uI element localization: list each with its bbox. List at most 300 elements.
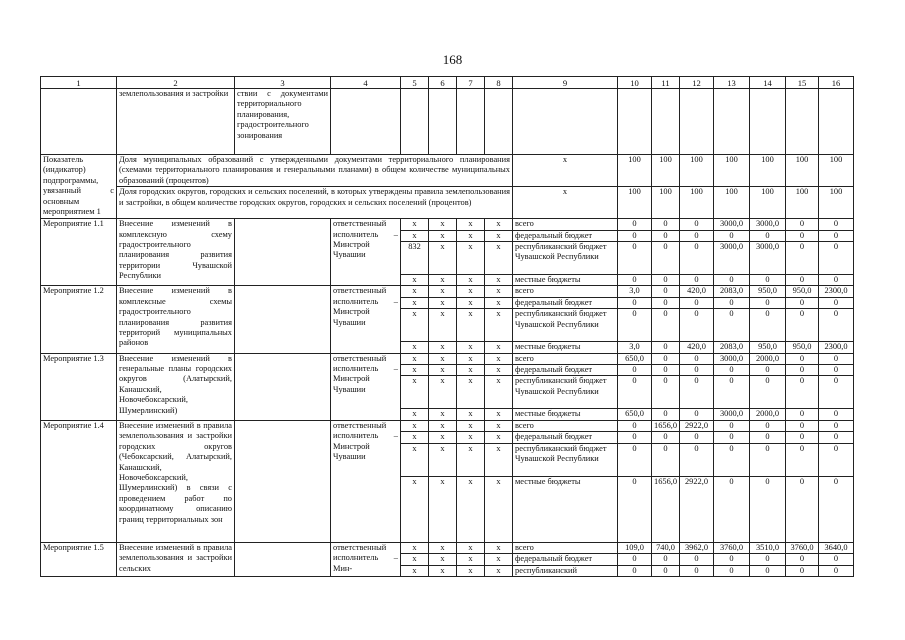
amount-cell: 0 bbox=[750, 297, 786, 308]
code-cell: х bbox=[485, 275, 513, 286]
amount-cell: 0 bbox=[714, 365, 750, 376]
measure-description: Внесение изменений в комплексную схему градостроительного планирования развития территории Чувашской Республики bbox=[117, 219, 235, 286]
empty-cell bbox=[652, 89, 680, 155]
funding-source: федеральный бюджет bbox=[513, 432, 618, 443]
column-number: 7 bbox=[457, 77, 485, 89]
code-cell: х bbox=[457, 353, 485, 364]
code-cell: х bbox=[485, 219, 513, 230]
indicator-mark: х bbox=[513, 187, 618, 219]
measure-description: Внесение изменений в комплексные схемы градостроительного планирования развития территорий муниципальных районов bbox=[117, 286, 235, 353]
empty-cell bbox=[235, 286, 331, 353]
amount-cell: 0 bbox=[819, 476, 854, 542]
funding-source: федеральный бюджет bbox=[513, 554, 618, 565]
empty-cell bbox=[41, 89, 117, 155]
indicator-value: 100 bbox=[652, 155, 680, 187]
funding-source: республиканский бюджет Чувашской Республики bbox=[513, 443, 618, 476]
amount-cell: 0 bbox=[652, 432, 680, 443]
funding-source: всего bbox=[513, 542, 618, 553]
amount-cell: 0 bbox=[819, 242, 854, 275]
funding-source: всего bbox=[513, 219, 618, 230]
empty-cell bbox=[235, 353, 331, 420]
amount-cell: 0 bbox=[652, 409, 680, 420]
code-cell: х bbox=[401, 420, 429, 431]
measure-name: Мероприятие 1.5 bbox=[41, 542, 117, 576]
code-cell: х bbox=[457, 365, 485, 376]
code-cell: х bbox=[485, 432, 513, 443]
amount-cell: 3640,0 bbox=[819, 542, 854, 553]
amount-cell: 0 bbox=[680, 353, 714, 364]
amount-cell: 0 bbox=[680, 554, 714, 565]
code-cell: х bbox=[429, 309, 457, 342]
code-cell: х bbox=[485, 409, 513, 420]
funding-source: всего bbox=[513, 420, 618, 431]
code-cell: х bbox=[485, 565, 513, 576]
indicator-value: 100 bbox=[618, 187, 652, 219]
code-cell: х bbox=[429, 242, 457, 275]
measure-row bbox=[41, 353, 854, 364]
column-number-row bbox=[41, 77, 854, 89]
column-number: 16 bbox=[819, 77, 854, 89]
funding-source: республиканский бюджет Чувашской Республики bbox=[513, 242, 618, 275]
amount-cell: 0 bbox=[680, 275, 714, 286]
code-cell: х bbox=[457, 420, 485, 431]
code-cell: х bbox=[401, 309, 429, 342]
code-cell: х bbox=[429, 432, 457, 443]
amount-cell: 0 bbox=[652, 443, 680, 476]
code-cell: х bbox=[429, 554, 457, 565]
amount-cell: 3000,0 bbox=[714, 242, 750, 275]
amount-cell: 0 bbox=[819, 230, 854, 241]
amount-cell: 0 bbox=[652, 275, 680, 286]
amount-cell: 0 bbox=[750, 432, 786, 443]
code-cell: х bbox=[457, 542, 485, 553]
amount-cell: 650,0 bbox=[618, 353, 652, 364]
code-cell: х bbox=[457, 286, 485, 297]
amount-cell: 0 bbox=[680, 242, 714, 275]
code-cell: х bbox=[401, 342, 429, 353]
code-cell: х bbox=[485, 420, 513, 431]
measure-row bbox=[41, 420, 854, 431]
code-cell: х bbox=[485, 376, 513, 409]
budget-table bbox=[40, 76, 854, 577]
amount-cell: 0 bbox=[786, 443, 819, 476]
amount-cell: 650,0 bbox=[618, 409, 652, 420]
funding-source: республиканский bbox=[513, 565, 618, 576]
measure-description: Внесение изменений в правила землепользования и застройки городских округов (Чебоксарский, Алатырский, Канашский, Новочебоксарский, Шумерлинский) в связи с проведением работ по координатному описанию границ территориальных зон bbox=[117, 420, 235, 542]
funding-source: федеральный бюджет bbox=[513, 365, 618, 376]
amount-cell: 0 bbox=[618, 443, 652, 476]
funding-source: республиканский бюджет Чувашской Республики bbox=[513, 376, 618, 409]
amount-cell: 0 bbox=[714, 443, 750, 476]
code-cell: х bbox=[429, 219, 457, 230]
code-cell: х bbox=[457, 443, 485, 476]
code-cell: х bbox=[485, 443, 513, 476]
amount-cell: 950,0 bbox=[750, 286, 786, 297]
amount-cell: 3760,0 bbox=[786, 542, 819, 553]
indicator-value: 100 bbox=[750, 155, 786, 187]
amount-cell: 0 bbox=[680, 376, 714, 409]
empty-cell bbox=[331, 89, 401, 155]
page-number: 168 bbox=[442, 52, 463, 67]
measure-executor: ответственный исполнитель – Минстрой Чувашии bbox=[331, 353, 401, 420]
measure-name: Мероприятие 1.3 bbox=[41, 353, 117, 420]
amount-cell: 3000,0 bbox=[750, 242, 786, 275]
amount-cell: 0 bbox=[786, 219, 819, 230]
amount-cell: 0 bbox=[680, 565, 714, 576]
amount-cell: 2083,0 bbox=[714, 342, 750, 353]
code-cell: х bbox=[429, 376, 457, 409]
code-cell: х bbox=[401, 565, 429, 576]
measure-description: Внесение изменений в генеральные планы городских округов (Алатырский, Канашский, Новочебоксарский, Шумерлинский) bbox=[117, 353, 235, 420]
code-cell: х bbox=[429, 420, 457, 431]
code-cell: х bbox=[429, 275, 457, 286]
amount-cell: 0 bbox=[652, 342, 680, 353]
code-cell: х bbox=[457, 554, 485, 565]
measure-executor: ответственный исполнитель – Минстрой Чувашии bbox=[331, 420, 401, 542]
code-cell: х bbox=[401, 286, 429, 297]
code-cell: х bbox=[429, 476, 457, 542]
amount-cell: 0 bbox=[786, 409, 819, 420]
amount-cell: 950,0 bbox=[786, 342, 819, 353]
amount-cell: 0 bbox=[618, 297, 652, 308]
amount-cell: 0 bbox=[786, 242, 819, 275]
amount-cell: 0 bbox=[786, 365, 819, 376]
code-cell: х bbox=[457, 230, 485, 241]
amount-cell: 3962,0 bbox=[680, 542, 714, 553]
amount-cell: 0 bbox=[652, 353, 680, 364]
code-cell: х bbox=[401, 376, 429, 409]
amount-cell: 0 bbox=[618, 376, 652, 409]
amount-cell: 2083,0 bbox=[714, 286, 750, 297]
amount-cell: 0 bbox=[750, 365, 786, 376]
funding-source: местные бюджеты bbox=[513, 342, 618, 353]
amount-cell: 0 bbox=[750, 565, 786, 576]
amount-cell: 0 bbox=[750, 443, 786, 476]
amount-cell: 0 bbox=[680, 219, 714, 230]
amount-cell: 0 bbox=[750, 554, 786, 565]
column-number: 12 bbox=[680, 77, 714, 89]
column-number: 1 bbox=[41, 77, 117, 89]
code-cell: х bbox=[485, 309, 513, 342]
amount-cell: 0 bbox=[786, 476, 819, 542]
amount-cell: 0 bbox=[714, 275, 750, 286]
cont-description: землепользования и застройки bbox=[117, 89, 235, 155]
column-number: 9 bbox=[513, 77, 618, 89]
amount-cell: 0 bbox=[714, 230, 750, 241]
amount-cell: 2922,0 bbox=[680, 476, 714, 542]
code-cell: х bbox=[485, 554, 513, 565]
amount-cell: 0 bbox=[786, 565, 819, 576]
amount-cell: 0 bbox=[819, 554, 854, 565]
empty-cell bbox=[750, 89, 786, 155]
amount-cell: 1656,0 bbox=[652, 420, 680, 431]
indicator-text: Доля муниципальных образований с утвержденными документами территориального планирования (схемами территориального планирования и генеральными планами) в общем количестве муниципальных образований (процентов) bbox=[117, 155, 513, 187]
indicator-value: 100 bbox=[786, 155, 819, 187]
empty-cell bbox=[235, 542, 331, 576]
amount-cell: 0 bbox=[714, 420, 750, 431]
funding-source: местные бюджеты bbox=[513, 275, 618, 286]
amount-cell: 0 bbox=[819, 353, 854, 364]
amount-cell: 3760,0 bbox=[714, 542, 750, 553]
amount-cell: 0 bbox=[652, 219, 680, 230]
column-number: 13 bbox=[714, 77, 750, 89]
amount-cell: 0 bbox=[819, 309, 854, 342]
empty-cell bbox=[235, 219, 331, 286]
amount-cell: 2000,0 bbox=[750, 409, 786, 420]
amount-cell: 0 bbox=[714, 476, 750, 542]
amount-cell: 0 bbox=[819, 297, 854, 308]
amount-cell: 0 bbox=[618, 432, 652, 443]
amount-cell: 0 bbox=[652, 554, 680, 565]
indicator-text: Доля городских округов, городских и сельских поселений, в которых утверждены правила землепользования и застройки, в общем количестве городских округов, городских и сельских поселений (процентов) bbox=[117, 187, 513, 219]
amount-cell: 0 bbox=[618, 275, 652, 286]
column-number: 15 bbox=[786, 77, 819, 89]
empty-cell bbox=[401, 89, 429, 155]
column-number: 6 bbox=[429, 77, 457, 89]
amount-cell: 0 bbox=[786, 230, 819, 241]
measure-row bbox=[41, 219, 854, 230]
empty-cell bbox=[680, 89, 714, 155]
indicator-row bbox=[41, 155, 854, 187]
code-cell: х bbox=[401, 365, 429, 376]
code-cell: х bbox=[457, 275, 485, 286]
amount-cell: 0 bbox=[819, 275, 854, 286]
code-cell: х bbox=[401, 443, 429, 476]
amount-cell: 0 bbox=[652, 286, 680, 297]
indicator-value: 100 bbox=[714, 187, 750, 219]
amount-cell: 0 bbox=[680, 432, 714, 443]
amount-cell: 0 bbox=[750, 230, 786, 241]
amount-cell: 0 bbox=[714, 554, 750, 565]
amount-cell: 3000,0 bbox=[714, 219, 750, 230]
measure-description: Внесение изменений в правила землепользования и застройки сельских bbox=[117, 542, 235, 576]
amount-cell: 0 bbox=[652, 309, 680, 342]
indicator-value: 100 bbox=[819, 187, 854, 219]
amount-cell: 2000,0 bbox=[750, 353, 786, 364]
amount-cell: 109,0 bbox=[618, 542, 652, 553]
measure-executor: ответственный исполнитель – Минстрой Чувашии bbox=[331, 286, 401, 353]
amount-cell: 2922,0 bbox=[680, 420, 714, 431]
code-cell: х bbox=[429, 286, 457, 297]
amount-cell: 0 bbox=[786, 309, 819, 342]
code-cell: х bbox=[457, 409, 485, 420]
cont-executor: ствии с документами территориального планирования, градостроительного зонирования bbox=[235, 89, 331, 155]
code-cell: х bbox=[457, 476, 485, 542]
amount-cell: 0 bbox=[786, 376, 819, 409]
code-cell: х bbox=[485, 342, 513, 353]
amount-cell: 0 bbox=[786, 275, 819, 286]
code-cell: х bbox=[401, 476, 429, 542]
code-cell: х bbox=[401, 409, 429, 420]
indicator-value: 100 bbox=[652, 187, 680, 219]
code-cell: х bbox=[401, 542, 429, 553]
amount-cell: 0 bbox=[618, 565, 652, 576]
indicator-value: 100 bbox=[680, 187, 714, 219]
amount-cell: 0 bbox=[618, 230, 652, 241]
amount-cell: 0 bbox=[618, 420, 652, 431]
funding-source: федеральный бюджет bbox=[513, 230, 618, 241]
code-cell: х bbox=[457, 297, 485, 308]
amount-cell: 0 bbox=[750, 275, 786, 286]
code-cell: х bbox=[401, 432, 429, 443]
code-cell: х bbox=[429, 443, 457, 476]
column-number: 5 bbox=[401, 77, 429, 89]
funding-source: местные бюджеты bbox=[513, 476, 618, 542]
amount-cell: 0 bbox=[819, 432, 854, 443]
amount-cell: 0 bbox=[714, 565, 750, 576]
amount-cell: 0 bbox=[786, 353, 819, 364]
indicator-label: Показатель (индикатор) подпрограммы, увязанный с основным мероприятием 1 bbox=[41, 155, 117, 219]
amount-cell: 0 bbox=[819, 219, 854, 230]
code-cell: х bbox=[429, 365, 457, 376]
indicator-row bbox=[41, 187, 854, 219]
code-cell: х bbox=[485, 353, 513, 364]
measure-name: Мероприятие 1.4 bbox=[41, 420, 117, 542]
amount-cell: 0 bbox=[680, 365, 714, 376]
measure-executor: ответственный исполнитель – Минстрой Чувашии bbox=[331, 219, 401, 286]
amount-cell: 740,0 bbox=[652, 542, 680, 553]
amount-cell: 420,0 bbox=[680, 342, 714, 353]
measure-name: Мероприятие 1.1 bbox=[41, 219, 117, 286]
amount-cell: 0 bbox=[618, 242, 652, 275]
amount-cell: 0 bbox=[680, 409, 714, 420]
measure-name: Мероприятие 1.2 bbox=[41, 286, 117, 353]
indicator-value: 100 bbox=[714, 155, 750, 187]
funding-source: всего bbox=[513, 286, 618, 297]
code-cell: х bbox=[457, 242, 485, 275]
amount-cell: 0 bbox=[652, 230, 680, 241]
amount-cell: 0 bbox=[750, 309, 786, 342]
code-cell: х bbox=[457, 376, 485, 409]
indicator-value: 100 bbox=[680, 155, 714, 187]
amount-cell: 0 bbox=[652, 297, 680, 308]
amount-cell: 0 bbox=[819, 420, 854, 431]
amount-cell: 3,0 bbox=[618, 286, 652, 297]
code-cell: х bbox=[457, 309, 485, 342]
code-cell: х bbox=[485, 476, 513, 542]
amount-cell: 0 bbox=[750, 376, 786, 409]
code-cell: х bbox=[429, 342, 457, 353]
amount-cell: 0 bbox=[652, 376, 680, 409]
code-cell: х bbox=[485, 297, 513, 308]
measure-row bbox=[41, 542, 854, 553]
amount-cell: 0 bbox=[618, 365, 652, 376]
amount-cell: 0 bbox=[652, 242, 680, 275]
column-number: 4 bbox=[331, 77, 401, 89]
amount-cell: 0 bbox=[819, 376, 854, 409]
indicator-mark: х bbox=[513, 155, 618, 187]
funding-source: республиканский бюджет Чувашской Республики bbox=[513, 309, 618, 342]
empty-cell bbox=[714, 89, 750, 155]
continuation-row bbox=[41, 89, 854, 155]
code-cell: х bbox=[429, 353, 457, 364]
amount-cell: 1656,0 bbox=[652, 476, 680, 542]
column-number: 8 bbox=[485, 77, 513, 89]
empty-cell bbox=[819, 89, 854, 155]
code-cell: х bbox=[457, 432, 485, 443]
empty-cell bbox=[513, 89, 618, 155]
amount-cell: 0 bbox=[819, 365, 854, 376]
amount-cell: 0 bbox=[618, 309, 652, 342]
amount-cell: 0 bbox=[819, 409, 854, 420]
code-cell: х bbox=[457, 219, 485, 230]
code-cell: х bbox=[485, 365, 513, 376]
code-cell: х bbox=[401, 275, 429, 286]
code-cell: х bbox=[485, 286, 513, 297]
funding-source: местные бюджеты bbox=[513, 409, 618, 420]
amount-cell: 3000,0 bbox=[750, 219, 786, 230]
amount-cell: 950,0 bbox=[786, 286, 819, 297]
indicator-value: 100 bbox=[786, 187, 819, 219]
amount-cell: 0 bbox=[680, 443, 714, 476]
amount-cell: 0 bbox=[618, 554, 652, 565]
amount-cell: 0 bbox=[819, 565, 854, 576]
funding-source: всего bbox=[513, 353, 618, 364]
code-cell: х bbox=[401, 230, 429, 241]
indicator-value: 100 bbox=[819, 155, 854, 187]
amount-cell: 0 bbox=[680, 297, 714, 308]
empty-cell bbox=[457, 89, 485, 155]
amount-cell: 0 bbox=[652, 565, 680, 576]
column-number: 11 bbox=[652, 77, 680, 89]
amount-cell: 3000,0 bbox=[714, 353, 750, 364]
column-number: 14 bbox=[750, 77, 786, 89]
code-cell: х bbox=[429, 409, 457, 420]
code-cell: 832 bbox=[401, 242, 429, 275]
amount-cell: 0 bbox=[750, 420, 786, 431]
amount-cell: 0 bbox=[618, 476, 652, 542]
funding-source: федеральный бюджет bbox=[513, 297, 618, 308]
amount-cell: 0 bbox=[714, 309, 750, 342]
amount-cell: 3,0 bbox=[618, 342, 652, 353]
amount-cell: 0 bbox=[714, 297, 750, 308]
amount-cell: 0 bbox=[618, 219, 652, 230]
code-cell: х bbox=[429, 230, 457, 241]
amount-cell: 2300,0 bbox=[819, 286, 854, 297]
amount-cell: 0 bbox=[786, 554, 819, 565]
code-cell: х bbox=[401, 353, 429, 364]
amount-cell: 0 bbox=[680, 230, 714, 241]
code-cell: х bbox=[401, 219, 429, 230]
amount-cell: 0 bbox=[652, 365, 680, 376]
amount-cell: 0 bbox=[819, 443, 854, 476]
code-cell: х bbox=[429, 297, 457, 308]
amount-cell: 2300,0 bbox=[819, 342, 854, 353]
empty-cell bbox=[235, 420, 331, 542]
amount-cell: 0 bbox=[786, 297, 819, 308]
amount-cell: 0 bbox=[714, 432, 750, 443]
code-cell: х bbox=[485, 230, 513, 241]
measure-executor: ответственный исполнитель – Мин- bbox=[331, 542, 401, 576]
amount-cell: 3000,0 bbox=[714, 409, 750, 420]
code-cell: х bbox=[457, 565, 485, 576]
code-cell: х bbox=[485, 542, 513, 553]
empty-cell bbox=[618, 89, 652, 155]
amount-cell: 0 bbox=[786, 420, 819, 431]
empty-cell bbox=[786, 89, 819, 155]
column-number: 10 bbox=[618, 77, 652, 89]
amount-cell: 0 bbox=[750, 476, 786, 542]
code-cell: х bbox=[485, 242, 513, 275]
indicator-value: 100 bbox=[750, 187, 786, 219]
amount-cell: 0 bbox=[786, 432, 819, 443]
empty-cell bbox=[485, 89, 513, 155]
column-number: 3 bbox=[235, 77, 331, 89]
indicator-value: 100 bbox=[618, 155, 652, 187]
measure-row bbox=[41, 286, 854, 297]
amount-cell: 3510,0 bbox=[750, 542, 786, 553]
amount-cell: 950,0 bbox=[750, 342, 786, 353]
